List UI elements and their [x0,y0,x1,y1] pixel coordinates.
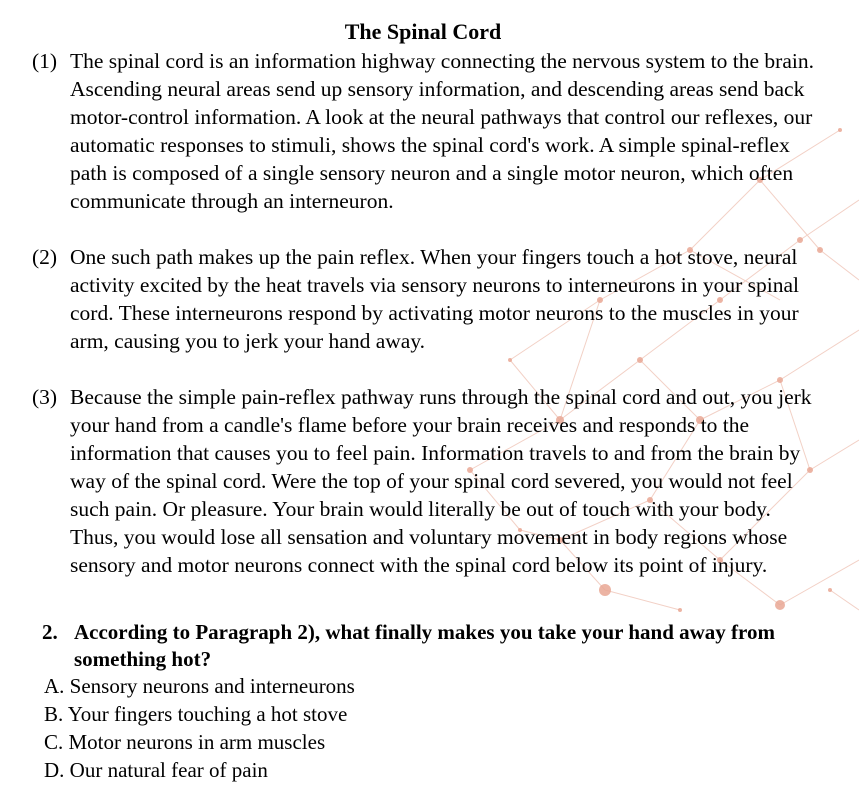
question-number: 2. [42,620,58,644]
question [42,619,802,673]
paragraph-number: (2) [32,245,58,269]
paragraph-number: (1) [32,49,58,73]
paragraph-text: The spinal cord is an information highway connecting the nervous system to the brain. Ascending neural areas send up sensory information, and descending areas send back motor-control information. A look at the neural pathways that control our reflexes, our automatic responses to stimuli, shows the spinal cord's work. A simple spinal-reflex path is composed of a single sensory neuron and a single motor neuron, which often communicate through an interneuron. [70,49,814,213]
paragraph-1 [32,47,822,215]
paragraph-text: Because the simple pain-reflex pathway runs through the spinal cord and out, you jerk your hand from a candle's flame before your brain receives and responds to the information that causes you to feel pain. Information travels to and from the brain by way of the spinal cord. Were the top of your spinal cord severed, you would not feel such pain. Or pleasure. Your brain would literally be out of touch with your body. Thus, you would lose all sensation and voluntary movement in body regions whose sensory and motor neurons connect with the spinal cord below its point of injury. [70,385,812,577]
paragraph-2 [32,243,822,355]
option-d[interactable]: D. Our natural fear of pain [44,758,268,782]
paragraph-text: One such path makes up the pain reflex. When your fingers touch a hot stove, neural activity excited by the heat travels via sensory neurons to interneurons in your spinal cord. These interneurons respond by activating motor neurons to the muscles in your arm, causing you to jerk your hand away. [70,245,800,353]
paragraph-number: (3) [32,385,58,409]
paragraph-3 [32,383,822,579]
option-a[interactable]: A. Sensory neurons and interneurons [44,674,355,698]
option-c[interactable]: C. Motor neurons in arm muscles [44,730,326,754]
document-title: The Spinal Cord [344,19,502,44]
question-text: According to Paragraph 2), what finally makes you take your hand away from something hot? [74,620,775,671]
option-b[interactable]: B. Your fingers touching a hot stove [44,702,348,726]
